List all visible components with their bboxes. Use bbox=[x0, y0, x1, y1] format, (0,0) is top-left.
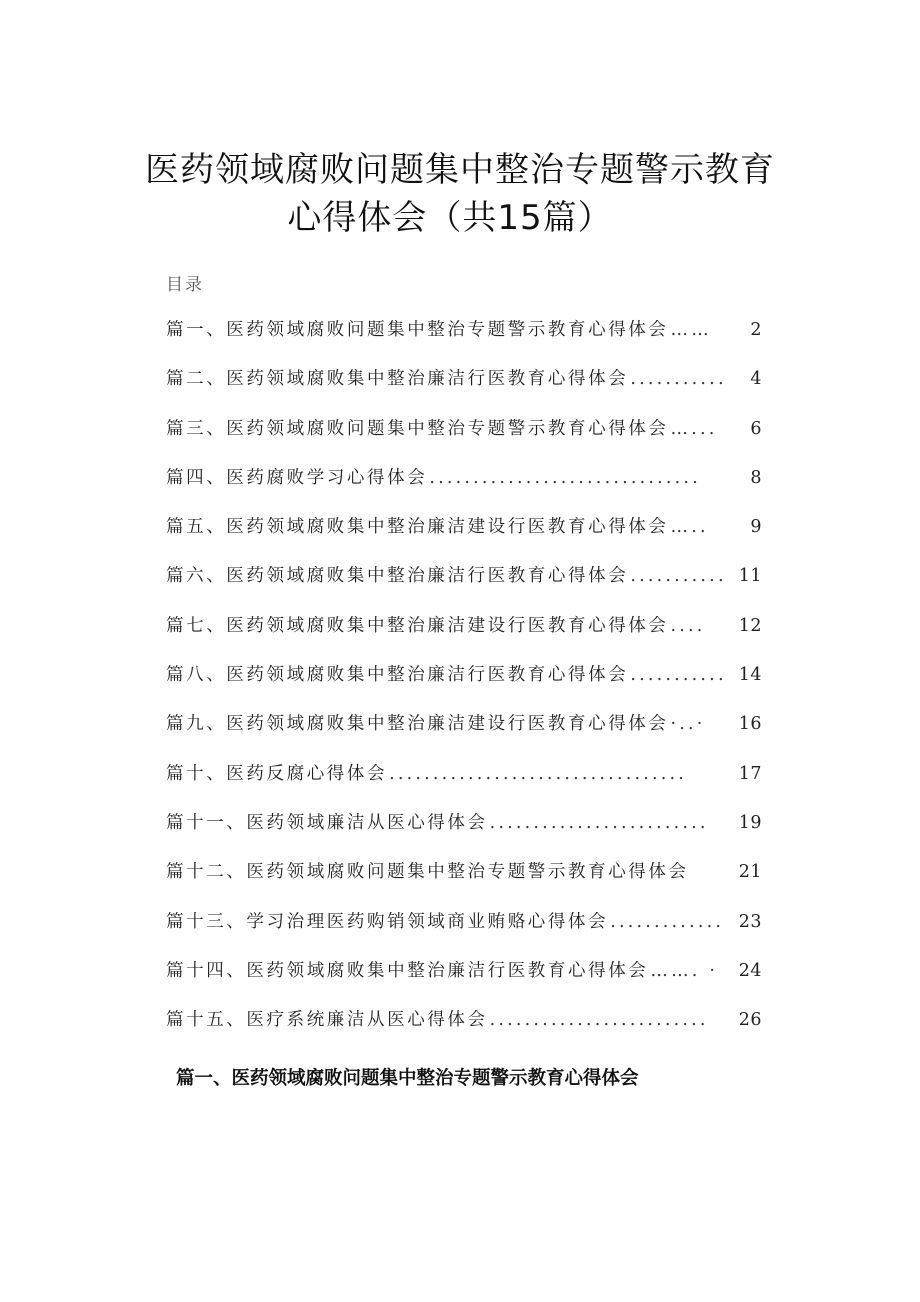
toc-entry-title: 篇六、医药领域腐败集中整治廉洁行医教育心得体会 bbox=[166, 566, 629, 587]
toc-entry-title: 篇八、医药领域腐败集中整治廉洁行医教育心得体会 bbox=[166, 665, 629, 686]
toc-leader: ........... bbox=[630, 369, 727, 390]
toc-leader: ·..· bbox=[670, 714, 706, 735]
toc-page-number: 9 bbox=[750, 517, 762, 538]
toc-leader: .... bbox=[670, 615, 706, 636]
toc-label: 目录 bbox=[166, 275, 204, 295]
toc-entry-title: 篇十一、医药领域廉洁从医心得体会 bbox=[166, 812, 488, 833]
toc-entry-9[interactable] bbox=[166, 710, 762, 759]
toc-leader: ......................... bbox=[489, 1010, 709, 1031]
toc-leader: ........... bbox=[630, 566, 727, 587]
toc-page-number: 26 bbox=[738, 1010, 762, 1031]
toc-entry-8[interactable] bbox=[166, 661, 762, 710]
toc-leader: …… bbox=[670, 320, 712, 340]
toc-entry-title: 篇九、医药领域腐败集中整治廉洁建设行医教育心得体会 bbox=[166, 714, 669, 735]
toc-entry-15[interactable] bbox=[166, 1006, 762, 1055]
toc-entry-title: 篇五、医药领域腐败集中整治廉洁建设行医教育心得体会 bbox=[166, 517, 669, 538]
toc-page-number: 14 bbox=[738, 665, 762, 686]
toc-entry-title: 篇十、医药反腐心得体会 bbox=[166, 763, 388, 784]
toc-entry-title: 篇三、医药领域腐败问题集中整治专题警示教育心得体会 bbox=[166, 418, 669, 439]
toc-entry-title: 篇四、医药腐败学习心得体会 bbox=[166, 467, 428, 488]
table-of-contents bbox=[166, 316, 762, 1055]
toc-page-number: 19 bbox=[738, 812, 762, 833]
toc-entry-title: 篇七、医药领域腐败集中整治廉洁建设行医教育心得体会 bbox=[166, 615, 669, 636]
toc-leader: ............................... bbox=[429, 467, 701, 488]
toc-leader: .................................. bbox=[389, 763, 688, 784]
toc-entry-12[interactable] bbox=[166, 858, 762, 907]
document-title-line-2: 心得体会（共15篇） bbox=[287, 198, 613, 238]
toc-entry-title: 篇十二、医药领域腐败问题集中整治专题警示教育心得体会 bbox=[166, 862, 689, 883]
toc-entry-5[interactable] bbox=[166, 513, 762, 562]
toc-page-number: 11 bbox=[738, 566, 762, 587]
toc-page-number: 16 bbox=[738, 714, 762, 735]
toc-entry-title: 篇一、医药领域腐败问题集中整治专题警示教育心得体会 bbox=[166, 320, 669, 340]
toc-entry-title: 篇二、医药领域腐败集中整治廉洁行医教育心得体会 bbox=[166, 369, 629, 390]
toc-page-number: 4 bbox=[750, 369, 762, 390]
toc-page-number: 12 bbox=[738, 615, 762, 636]
toc-entry-title: 篇十三、学习治理医药购销领域商业贿赂心得体会 bbox=[166, 911, 609, 932]
toc-leader: ......................... bbox=[489, 812, 709, 833]
toc-page-number: 17 bbox=[738, 763, 762, 784]
toc-page-number: 6 bbox=[750, 418, 762, 439]
toc-entry-7[interactable] bbox=[166, 612, 762, 661]
toc-leader: ….. bbox=[670, 517, 709, 538]
toc-entry-6[interactable] bbox=[166, 562, 762, 611]
toc-page-number: 2 bbox=[750, 320, 762, 340]
toc-entry-title: 篇十五、医疗系统廉洁从医心得体会 bbox=[166, 1010, 488, 1031]
toc-entry-1[interactable] bbox=[166, 316, 762, 365]
toc-leader: ............. bbox=[610, 911, 725, 932]
toc-page-number: 8 bbox=[750, 467, 762, 488]
toc-entry-4[interactable] bbox=[166, 464, 762, 513]
toc-entry-2[interactable] bbox=[166, 365, 762, 414]
toc-page-number: 21 bbox=[738, 862, 762, 883]
toc-entry-14[interactable] bbox=[166, 957, 762, 1006]
document-title-line-1: 医药领域腐败问题集中整治专题警示教育 bbox=[145, 150, 775, 190]
toc-entry-title: 篇十四、医药领域腐败集中整治廉洁行医教育心得体会 bbox=[166, 960, 649, 981]
toc-leader: …... bbox=[670, 418, 718, 439]
toc-page-number: 24 bbox=[738, 960, 762, 981]
toc-leader: ……. · bbox=[650, 960, 719, 981]
toc-page-number: 23 bbox=[738, 911, 762, 932]
toc-leader: ........... bbox=[630, 665, 727, 686]
toc-entry-11[interactable] bbox=[166, 809, 762, 858]
section-heading: 篇一、医药领域腐败问题集中整治专题警示教育心得体会 bbox=[176, 1068, 639, 1089]
toc-entry-3[interactable] bbox=[166, 415, 762, 464]
toc-entry-10[interactable] bbox=[166, 760, 762, 809]
toc-entry-13[interactable] bbox=[166, 908, 762, 957]
